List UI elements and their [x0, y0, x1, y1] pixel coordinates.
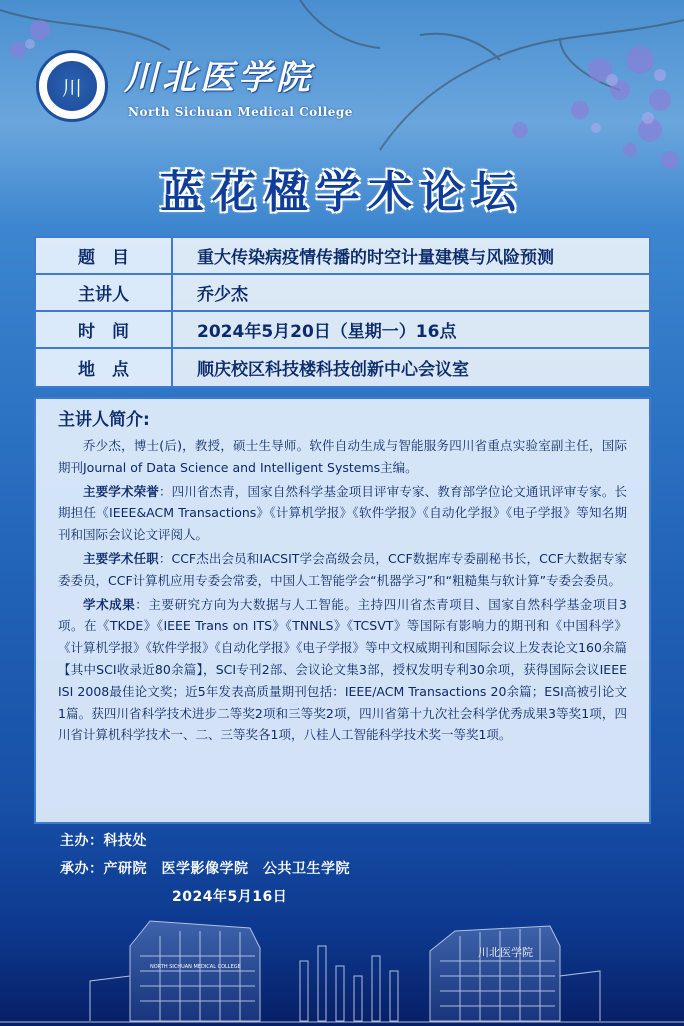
topic-value: 重大传染病疫情传播的时空计量建模与风险预测: [197, 248, 554, 268]
forum-title: 蓝花楹学术论坛: [160, 167, 524, 218]
topic-row: [36, 238, 649, 275]
college-name-en: North Sichuan Medical College: [128, 105, 353, 119]
honors-label: 主要学术荣誉: [83, 483, 159, 499]
speaker-value: 乔少杰: [197, 285, 248, 305]
place-label: 地 点: [36, 349, 173, 386]
bio-heading: 主讲人简介:: [58, 410, 150, 430]
host-line: 主办：科技处: [60, 833, 147, 849]
organizers-line: 承办：产研院 医学影像学院 公共卫生学院: [60, 861, 350, 877]
place-value: 顺庆校区科技楼科技创新中心会议室: [197, 360, 469, 380]
positions-text: ：CCF杰出会员和IACSIT学会高级会员，CCF数据库专委副秘书长，CCF大数据专家委委员，CCF计算机应用专委会常委，中国人工智能学会“机器学习”和“粗糙集与软计算”专委会委员。: [58, 550, 627, 588]
speaker-label: 主讲人: [36, 275, 173, 310]
speaker-bio-box: [34, 397, 651, 824]
bio-results: [58, 594, 627, 747]
time-value: 2024年5月20日（星期一）16点: [197, 322, 457, 342]
college-name-cn: 川北医学院: [124, 58, 314, 98]
time-label: 时 间: [36, 312, 173, 347]
building-left-text: NORTH SICHUAN MEDICAL COLLEGE: [150, 964, 241, 970]
results-text: ：主要研究方向为大数据与人工智能。主持四川省杰青项目、国家自然科学基金项目3项。在《TKDE》《IEEE Trans on ITS》《TNNLS》《TCSVT》等国际有影响力的期刊和《中国科学》《计算机学报》《软件学报》《自动化学报》《电子学报》等中文权威期刊和国际会议上发表论文160余篇【其中SCI收录近80余篇】，SCI专刊2部、会议论文集3部，授权发明专利30余项，获得国际会议IEEE ISI 2008最佳论文奖；近5年发表高质量期刊包括：IEEE/ACM Transactions 20余篇；ESI高被引论文1篇。获四川省科学技术进步二等奖2项和三等奖2项，四川省第十九次社会科学优秀成果3等奖1项，四川省计算机科学技术一、二、三等奖各1项，八桂人工智能科学技术奖一等奖1项。: [58, 596, 627, 743]
campus-buildings-illustration: [0, 876, 684, 1026]
building-right-text: 川北医学院: [478, 946, 533, 959]
positions-label: 主要学术任职: [83, 550, 159, 566]
logo-text: 川: [62, 75, 82, 100]
honors-text: ：四川省杰青，国家自然科学基金项目评审专家、教育部学位论文通讯评审专家。长期担任《IEEE&ACM Transactions》《计算机学报》《软件学报》《自动化学报》《电子学报》等知名期刊和国际会议论文评阅人。: [58, 483, 627, 543]
place-row: [36, 349, 649, 386]
bio-honors: [58, 481, 627, 546]
bio-intro: 乔少杰，博士(后)，教授，硕士生导师。软件自动生成与智能服务四川省重点实验室副主任，国际期刊Journal of Data Science and Intelligent Systems主编。: [58, 438, 627, 475]
speaker-row: [36, 275, 649, 312]
college-logo: [36, 50, 108, 122]
bio-positions: [58, 548, 627, 592]
time-row: [36, 312, 649, 349]
date-line: 2024年5月16日: [172, 889, 288, 905]
lecture-info-table: [34, 236, 651, 388]
topic-label: 题 目: [36, 238, 173, 273]
logo-emblem-icon: [45, 59, 99, 113]
results-label: 学术成果: [83, 596, 136, 612]
